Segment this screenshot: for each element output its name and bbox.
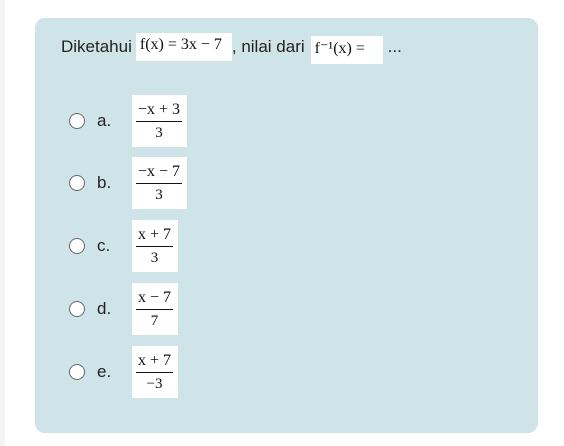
fraction-numerator: −x − 7 <box>138 163 181 180</box>
question-ellipsis: ... <box>387 37 402 56</box>
inverse-function-expression: f⁻¹(x) = <box>311 36 383 64</box>
option-e[interactable] <box>69 346 269 398</box>
question-middle: , nilai dari <box>231 37 305 56</box>
fraction-numerator: x + 7 <box>138 226 172 243</box>
option-fraction <box>132 157 187 209</box>
option-letter: d. <box>97 299 112 318</box>
fraction-denominator: 3 <box>150 250 159 266</box>
fraction-denominator: −3 <box>146 376 163 392</box>
fraction-numerator: x + 7 <box>138 352 172 369</box>
radio-button[interactable] <box>69 113 85 129</box>
page-edge <box>0 0 5 446</box>
fraction-numerator: x − 7 <box>138 289 172 306</box>
option-a[interactable] <box>69 95 269 147</box>
fraction-denominator: 7 <box>150 313 159 329</box>
option-fraction <box>132 220 178 272</box>
option-letter: a. <box>97 111 112 130</box>
fraction-denominator: 3 <box>155 125 163 141</box>
option-c[interactable] <box>69 220 269 272</box>
option-fraction <box>132 95 187 147</box>
radio-button[interactable] <box>69 238 85 254</box>
option-letter: c. <box>97 236 111 255</box>
option-d[interactable] <box>69 283 269 335</box>
fraction-denominator: 3 <box>155 187 163 203</box>
radio-button[interactable] <box>69 364 85 380</box>
option-fraction <box>132 283 178 335</box>
function-expression: f(x) = 3x − 7 <box>136 33 232 61</box>
question-card <box>35 18 538 433</box>
radio-button[interactable] <box>69 301 85 317</box>
option-fraction <box>132 346 178 398</box>
option-letter: b. <box>97 173 112 192</box>
option-letter: e. <box>97 362 112 381</box>
fraction-numerator: −x + 3 <box>138 101 181 118</box>
question-prefix: Diketahui <box>61 37 132 56</box>
option-b[interactable] <box>69 157 269 209</box>
question-text <box>61 30 402 64</box>
radio-button[interactable] <box>69 175 85 191</box>
